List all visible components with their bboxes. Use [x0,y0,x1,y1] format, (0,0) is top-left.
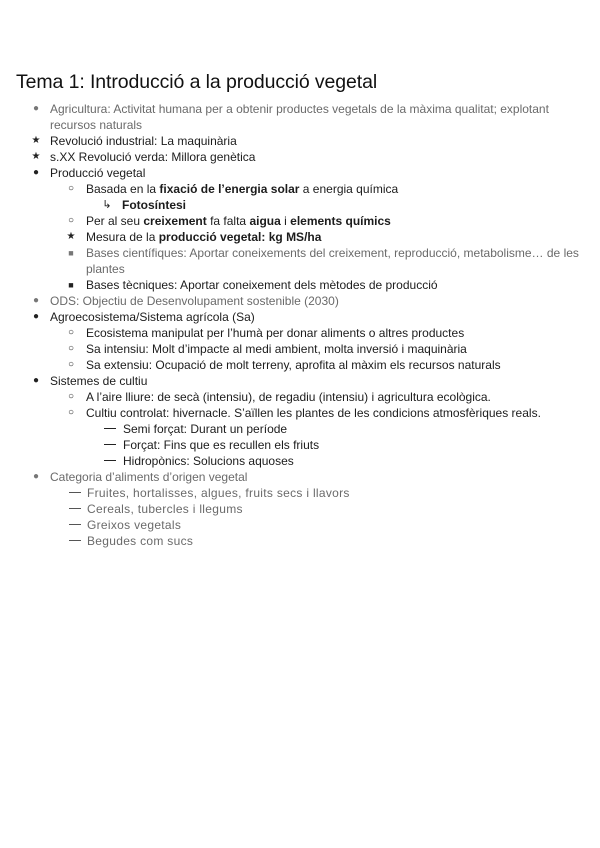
dash-marker [104,460,116,461]
item-greixos: Greixos vegetals [87,518,182,532]
bold-run: aigua [249,214,281,228]
arrow-marker: ↳ [102,199,112,211]
item-categoria: Categoria d’aliments d’origen vegetal [50,470,248,484]
circle-marker: ○ [67,215,75,226]
item-fruites: Fruites, hortalisses, algues, fruits secs i llavors [87,486,350,500]
item-cereals: Cereals, tubercles i llegums [87,502,243,516]
item-mesura [86,229,321,245]
text-run: fa falta [206,214,250,228]
item-agricultura: Agricultura: Activitat humana per a obtenir productes vegetals de la màxima qualitat; explotant [50,102,549,116]
item-revolucio-verda: s.XX Revolució verda: Millora genètica [50,150,256,164]
circle-marker: ○ [67,359,75,370]
item-agricultura-cont: recursos naturals [50,118,143,132]
text-run: Mesura de la [86,230,159,244]
text-run: Per al seu [86,214,144,228]
item-semi-forcat: Semi forçat: Durant un període [123,422,288,436]
item-fotosintesi: Fotosíntesi [122,198,187,212]
item-sistemes-cultiu: Sistemes de cultiu [50,374,148,388]
circle-marker: ○ [67,407,75,418]
text-run: i [280,214,291,228]
dash-marker [69,508,81,509]
item-ecosistema: Ecosistema manipulat per l’humà per donar aliments o altres productes [86,326,465,340]
item-aire-lliure: A l’aire lliure: de secà (intensiu), de regadiu (intensiu) i agricultura ecològica. [86,390,491,404]
circle-marker: ○ [67,391,75,402]
bold-run: producció vegetal: kg MS/ha [158,230,322,244]
star-marker: ★ [66,231,76,242]
star-marker: ★ [31,135,41,146]
item-creixement [86,213,391,229]
dash-marker [104,428,116,429]
bullet-marker: ● [32,167,40,178]
bold-run: creixement [143,214,207,228]
square-marker: ■ [68,248,74,258]
item-produccio-vegetal: Producció vegetal [50,166,146,180]
item-basada [86,181,398,197]
text-run: Basada en la [86,182,160,196]
bold-run: elements químics [290,214,391,228]
page-title: Tema 1: Introducció a la producció vegetal [16,71,378,93]
bold-run: fixació de l’energia solar [159,182,300,196]
item-sa-intensiu: Sa intensiu: Molt d’impacte al medi ambient, molta inversió i maquinària [86,342,467,356]
item-forcat: Forçat: Fins que es recullen els friuts [123,438,320,452]
item-bases-cientifiques-cont: plantes [86,262,125,276]
dash-marker [69,492,81,493]
circle-marker: ○ [67,183,75,194]
bullet-marker: ● [32,375,40,386]
bullet-marker: ● [32,311,40,322]
dash-marker [69,524,81,525]
bullet-marker: ● [32,103,40,114]
text-run: a energia química [299,182,399,196]
bullet-marker: ● [32,471,40,482]
bullet-marker: ● [32,295,40,306]
item-agroecosistema: Agroecosistema/Sistema agrícola (Sa) [50,310,255,324]
square-marker: ■ [68,280,74,290]
circle-marker: ○ [67,343,75,354]
item-bases-tecniques: Bases tècniques: Aportar coneixement dels mètodes de producció [86,278,438,292]
item-revolucio-industrial: Revolució industrial: La maquinària [50,134,237,148]
star-marker: ★ [31,151,41,162]
item-bases-cientifiques: Bases científiques: Aportar coneixements del creixement, reproducció, metabolisme… de les [86,246,579,260]
item-cultiu-controlat: Cultiu controlat: hivernacle. S’aïllen les plantes de les condicions atmosfèriques reals. [86,406,541,420]
circle-marker: ○ [67,327,75,338]
item-ods: ODS: Objectiu de Desenvolupament sostenible (2030) [50,294,339,308]
item-sa-extensiu: Sa extensiu: Ocupació de molt terreny, aprofita al màxim els recursos naturals [86,358,501,372]
item-hidroponics: Hidropònics: Solucions aquoses [123,454,294,468]
dash-marker [69,540,81,541]
item-begudes: Begudes com sucs [87,534,194,548]
dash-marker [104,444,116,445]
